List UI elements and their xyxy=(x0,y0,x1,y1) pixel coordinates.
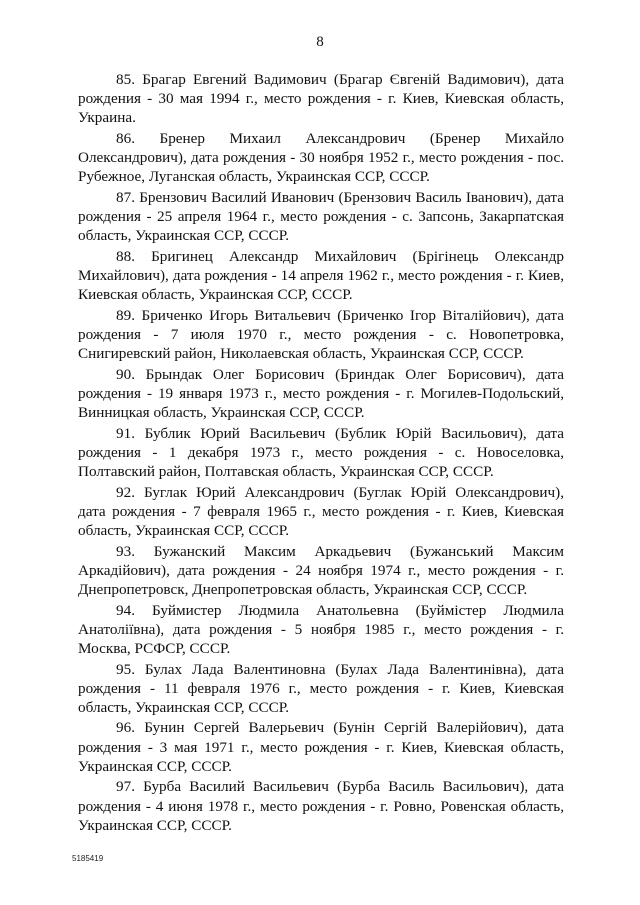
list-entry-86: 86. Бренер Михаил Александрович (Бренер Михайло Олександрович), дата рождения - 30 ноября 1952 г., место рождения - пос. Рубежное, Луганская область, Украинская ССР, СССР. xyxy=(78,129,564,186)
list-entry-87: 87. Брензович Василий Иванович (Брензович Василь Іванович), дата рождения - 25 апреля 1964 г., место рождения - с. Запсонь, Закарпатская область, Украинская ССР, СССР. xyxy=(78,188,564,245)
list-entry-96: 96. Бунин Сергей Валерьевич (Бунін Сергій Валерійович), дата рождения - 3 мая 1971 г., место рождения - г. Киев, Киевская область, Украинская ССР, СССР. xyxy=(78,719,564,775)
list-entry-91: 91. Бублик Юрий Васильевич (Бублик Юрій Васильович), дата рождения - 1 декабря 1973 г., место рождения - с. Новоселовка, Полтавский район, Полтавская область, Украинская ССР, СССР. xyxy=(78,424,564,481)
list-entry-89: 89. Бриченко Игорь Витальевич (Бриченко Ігор Віталійович), дата рождения - 7 июля 1970 г., место рождения - с. Новопетровка, Снигиревский район, Николаевская область, Украинская ССР, СССР. xyxy=(78,306,564,363)
list-entry-95: 95. Булах Лада Валентиновна (Булах Лада Валентинівна), дата рождения - 11 февраля 1976 г., место рождения - г. Киев, Киевская область, Украинская ССР, СССР. xyxy=(78,660,564,716)
list-entry-92: 92. Буглак Юрий Александрович (Буглак Юрій Олександрович), дата рождения - 7 февраля 1965 г., место рождения - г. Киев, Киевская область, Украинская ССР, СССР. xyxy=(78,483,564,540)
page-number: 8 xyxy=(316,34,324,50)
list-entry-94: 94. Буймистер Людмила Анатольевна (Буймістер Людмила Анатоліївна), дата рождения - 5 ноября 1985 г., место рождения - г. Москва, РСФСР, СССР. xyxy=(78,601,564,657)
list-entry-88: 88. Бригинец Александр Михайлович (Брігінець Олександр Михайлович), дата рождения - 14 апреля 1962 г., место рождения - г. Киев, Киевская область, Украинская ССР, СССР. xyxy=(78,247,564,304)
list-entry-85: 85. Брагар Евгений Вадимович (Брагар Євгеній Вадимович), дата рождения - 30 мая 1994 г., место рождения - г. Киев, Киевская область, Украина. xyxy=(78,71,564,127)
list-entry-90: 90. Брындак Олег Борисович (Бриндак Олег Борисович), дата рождения - 19 января 1973 г., место рождения - г. Могилев-Подольский, Винницкая область, Украинская ССР, СССР. xyxy=(78,365,564,422)
document-code: 5185419 xyxy=(72,854,104,863)
list-entry-93: 93. Бужанский Максим Аркадьевич (Бужанський Максим Аркадійович), дата рождения - 24 ноября 1974 г., место рождения - г. Днепропетровск, Днепропетровская область, Украинская ССР, СССР. xyxy=(78,542,564,599)
list-entry-97: 97. Бурба Василий Васильевич (Бурба Василь Васильович), дата рождения - 4 июня 1978 г., место рождения - г. Ровно, Ровенская область, Украинская ССР, СССР. xyxy=(78,778,564,834)
entry-list xyxy=(78,70,564,836)
